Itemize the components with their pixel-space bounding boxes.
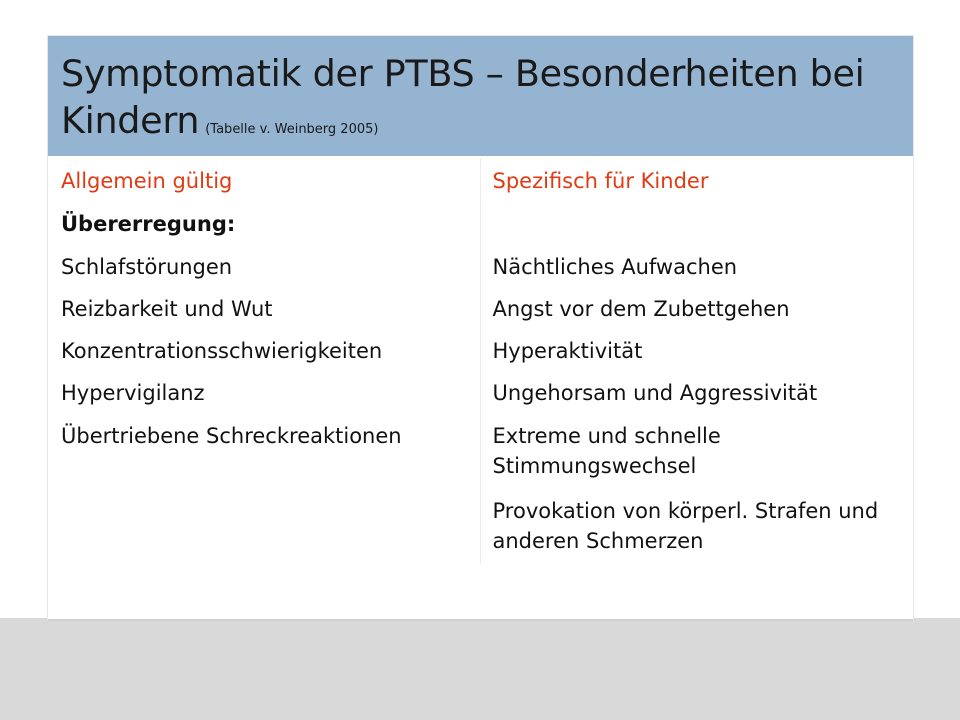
cell-children: Ungehorsam und Aggressivität: [480, 372, 913, 414]
cell-general: Übertriebene Schreckreaktionen: [61, 424, 402, 448]
cell-general: Reizbarkeit und Wut: [61, 297, 273, 321]
cell-general: Konzentrationsschwierigkeiten: [61, 339, 383, 363]
table-row: [48, 330, 913, 372]
cell-children: Extreme und schnelle Stimmungswechsel: [480, 414, 913, 489]
cell-children: Provokation von körperl. Strafen und anderen Schmerzen: [480, 489, 913, 564]
table-row: [48, 246, 913, 288]
title-bar: [48, 36, 913, 156]
table-row: [48, 489, 913, 564]
table-header-row: [48, 158, 913, 202]
cell-general: Schlafstörungen: [61, 255, 233, 279]
table-row: [48, 414, 913, 489]
cell-children: Nächtliches Aufwachen: [480, 246, 913, 288]
footer-band: [0, 618, 960, 720]
symptom-table: [48, 158, 913, 564]
section-empty-cell: [480, 202, 913, 246]
section-label: Übererregung:: [61, 212, 236, 236]
slide-title: [61, 50, 913, 153]
title-line-2: Kindern: [61, 99, 200, 142]
table-row: [48, 288, 913, 330]
cell-general: [48, 489, 480, 564]
title-source: (Tabelle v. Weinberg 2005): [205, 122, 379, 137]
cell-general: Hypervigilanz: [61, 381, 205, 405]
cell-children: Hyperaktivität: [480, 330, 913, 372]
header-children: Spezifisch für Kinder: [480, 158, 913, 202]
header-general: Allgemein gültig: [61, 169, 233, 193]
table-bottom-rule: [48, 619, 913, 621]
cell-children: Angst vor dem Zubettgehen: [480, 288, 913, 330]
title-line-1: Symptomatik der PTBS – Besonderheiten bei: [61, 52, 865, 95]
section-row: [48, 202, 913, 246]
table-row: [48, 372, 913, 414]
slide: [47, 35, 914, 621]
